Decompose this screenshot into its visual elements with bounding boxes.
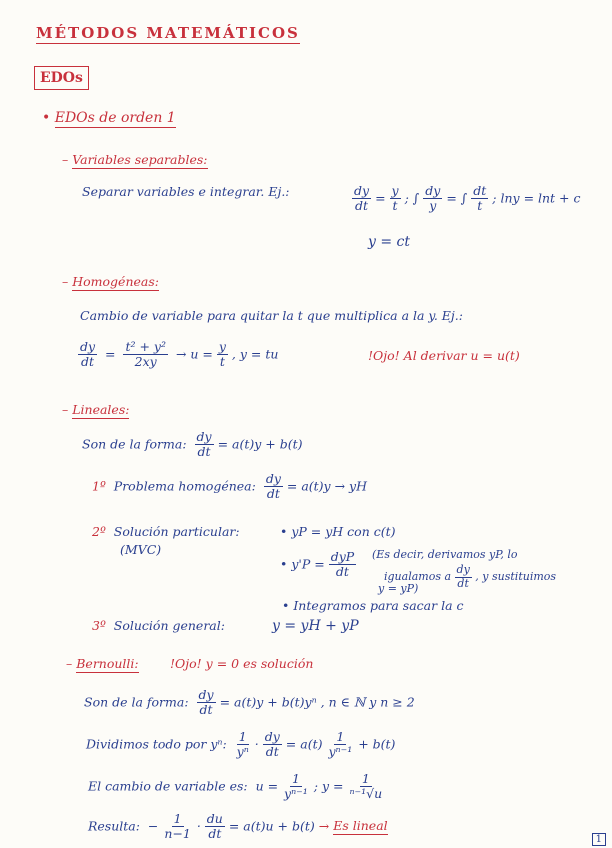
bernoulli-divide: Dividimos todo por yⁿ: $\frac{1}{\text{yⁿ}}$ · $\frac{dy}{dt}$ = a(t) $\frac{1}{\text{yⁿ⁻¹}}$ + b(t)	[86, 729, 396, 760]
homogeneas-text: Cambio de variable para quitar la t que multiplica a la y. Ej.:	[80, 308, 463, 323]
bernoulli-form: Son de la forma: $\frac{dy}{dt}$ = a(t)y + b(t)yⁿ , n ∈ ℕ y n ≥ 2	[84, 687, 415, 718]
lineales-step2-mvc: (MVC)	[120, 542, 162, 557]
separables-text: Separar variables e integrar. Ej.:	[82, 184, 290, 199]
separables-result: y = ct	[368, 234, 411, 250]
bernoulli-change: El cambio de variable es: u = $\frac{1}{\text{yⁿ⁻¹}}$ ; y = $\frac{1}{\text{ⁿ⁻¹√u}}$	[88, 771, 383, 802]
subsection-label: EDOs de orden 1	[54, 110, 176, 126]
separables-heading: – Variables separables:	[62, 152, 208, 167]
lineales-form: Son de la forma: $\frac{dy}{dt}$ = a(t)y + b(t)	[82, 429, 303, 460]
lineales-step2-bullet2: • y'P = $\frac{\text{dyP}}{dt}$	[280, 549, 355, 580]
section-heading: EDOs	[34, 66, 89, 90]
lineales-step2-note2: igualamos a $\frac{dy}{dt}$ , y sustituimos	[384, 563, 557, 590]
bernoulli-label: Bernoulli:	[76, 656, 139, 671]
separables-label: Variables separables:	[72, 152, 208, 167]
homogeneas-label: Homogéneas:	[72, 274, 159, 289]
homogeneas-warning: !Ojo! Al derivar u = u(t)	[368, 348, 520, 363]
homogeneas-equation: $\frac{dy}{dt}$ = $\frac{\text{t² + y²}}{2xy}$ → u = $\frac{y}{t}$ , y = tu	[80, 339, 279, 370]
subsection-heading: • EDOs de orden 1	[42, 110, 176, 126]
lineales-step2-bullet1: • yP = yH con c(t)	[280, 524, 396, 539]
bernoulli-conclusion: Es lineal	[333, 818, 388, 834]
lineales-step2-note3: y = yP)	[378, 582, 419, 595]
page-title: MÉTODOS MATEMÁTICOS	[36, 24, 300, 42]
separables-equation: $\frac{dy}{dt}$ = $\frac{y}{t}$ ; ∫ $\frac{dy}{y}$ = ∫ $\frac{dt}{t}$ ; lny = lnt + c	[354, 183, 581, 214]
lineales-step2: 2º Solución particular:	[92, 524, 240, 539]
bernoulli-result: Resulta: − $\frac{1}{n-1}$ · $\frac{du}{dt}$ = a(t)u + b(t) → Es lineal	[88, 811, 388, 842]
lineales-step2-bullet3: • Integramos para sacar la c	[282, 598, 464, 613]
lineales-step1: 1º Problema homogénea: $\frac{dy}{dt}$ = a(t)y → yH	[92, 471, 367, 502]
page-number: 1	[592, 833, 606, 846]
lineales-step3-formula: y = yH + yP	[272, 618, 359, 634]
bernoulli-heading: – Bernoulli:	[66, 656, 139, 671]
lineales-label: Lineales:	[72, 402, 130, 417]
lineales-step2-note1: (Es decir, derivamos yP, lo	[372, 548, 518, 561]
bernoulli-warning: !Ojo! y = 0 es solución	[170, 656, 314, 671]
homogeneas-heading: – Homogéneas:	[62, 274, 159, 289]
lineales-step3: 3º Solución general:	[92, 618, 225, 633]
lineales-heading: – Lineales:	[62, 402, 130, 417]
